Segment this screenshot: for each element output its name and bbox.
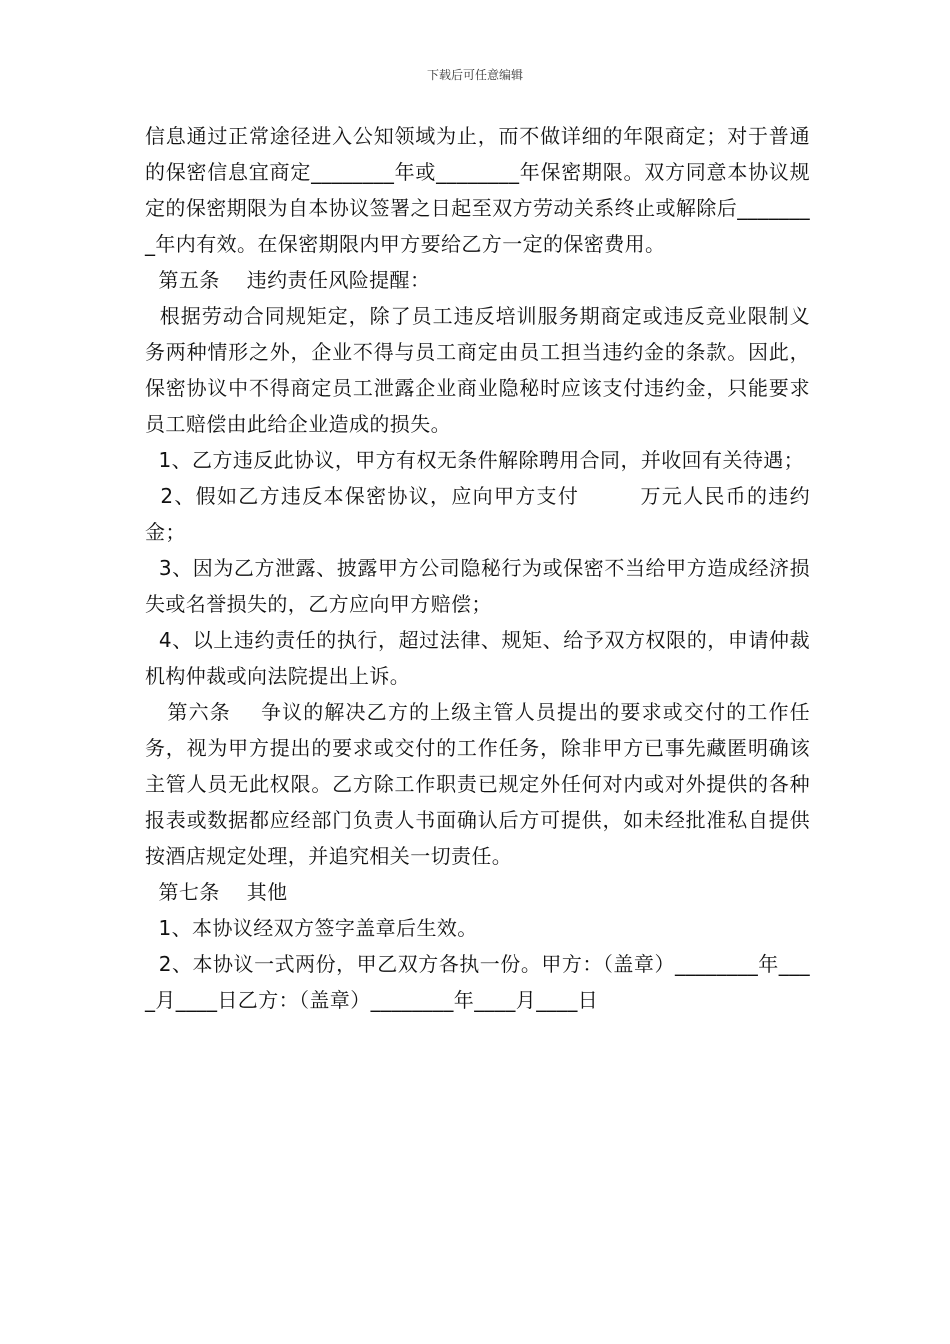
document-body xyxy=(145,118,810,1018)
article-7-heading: 第七条 其他 xyxy=(145,880,288,904)
clause-7-2-signatures: 2、本协议一式两份，甲乙双方各执一份。甲方：（盖章）________年____月____日乙方：（盖章）________年____月____日 xyxy=(145,952,810,1012)
clause-5-3: 3、因为乙方泄露、披露甲方公司隐秘行为或保密不当给甲方造成经济损失或名誉损失的，乙方应向甲方赔偿； xyxy=(145,556,811,616)
page-header: 下载后可任意编辑 xyxy=(426,68,523,82)
clause-7-1: 1、本协议经双方签字盖章后生效。 xyxy=(145,916,478,940)
clause-5-4: 4、以上违约责任的执行，超过法律、规矩、给予双方权限的，申请仲裁机构仲裁或向法院提出上诉。 xyxy=(145,628,811,688)
article-6-paragraph: 第六条 争议的解决乙方的上级主管人员提出的要求或交付的工作任务，视为甲方提出的要求或交付的工作任务，除非甲方已事先藏匿明确该主管人员无此权限。乙方除工作职责已规定外任何对内或对外提供的各种报表或数据都应经部门负责人书面确认后方可提供，如未经批准私自提供按酒店规定处理，并追究相关一切责任。 xyxy=(145,700,810,868)
paragraph-risk-reminder: 根据劳动合同规矩定，除了员工违反培训服务期商定或违反竞业限制义务两种情形之外，企业不得与员工商定由员工担当违约金的条款。因此，保密协议中不得商定员工泄露企业商业隐秘时应该支付违约金，只能要求员工赔偿由此给企业造成的损失。 xyxy=(145,304,811,436)
article-5-heading: 第五条 违约责任风险提醒： xyxy=(145,268,431,292)
clause-5-2: 2、假如乙方违反本保密协议，应向甲方支付 万元人民币的违约金； xyxy=(145,484,811,544)
clause-5-1: 1、乙方违反此协议，甲方有权无条件解除聘用合同，并收回有关待遇； xyxy=(145,448,805,472)
paragraph-confidentiality-term: 信息通过正常途径进入公知领域为止，而不做详细的年限商定；对于普通的保密信息宜商定________年或________年保密期限。双方同意本协议规定的保密期限为自本协议签署之日起至双方劳动关系终止或解除后________年内有效。在保密期限内甲方要给乙方一定的保密费用。 xyxy=(145,124,810,256)
